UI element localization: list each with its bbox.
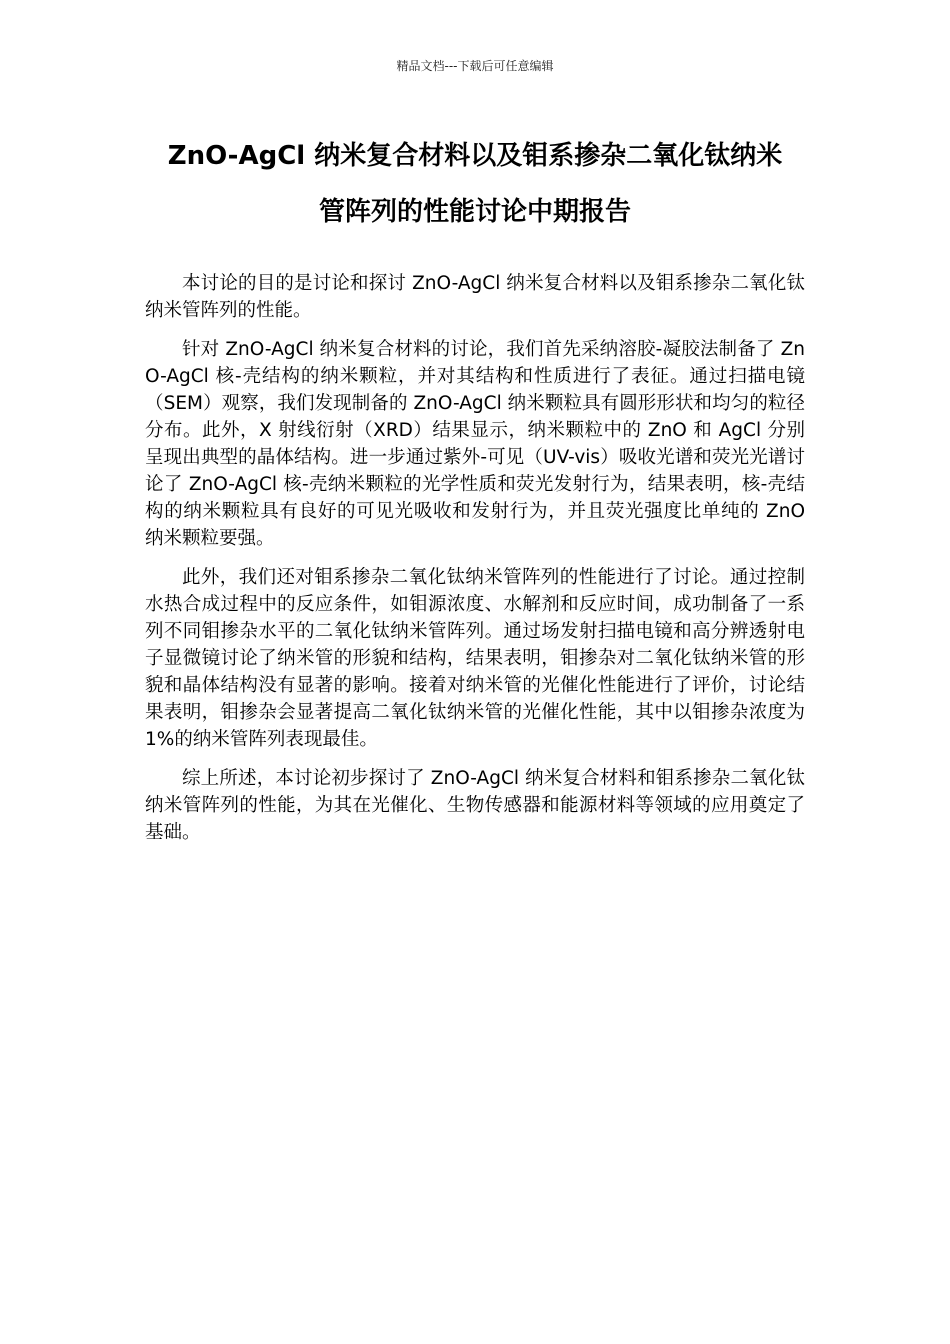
paragraph-mo-tio2: 此外，我们还对钼系掺杂二氧化钛纳米管阵列的性能进行了讨论。通过控制水热合成过程中的反应条件，如钼源浓度、水解剂和反应时间，成功制备了一系列不同钼掺杂水平的二氧化钛纳米管阵列。通过场发射扫描电镜和高分辨透射电子显微镜讨论了纳米管的形貌和结构，结果表明，钼掺杂对二氧化钛纳米管的形貌和晶体结构没有显著的影响。接着对纳米管的光催化性能进行了评价，讨论结果表明，钼掺杂会显著提高二氧化钛纳米管的光催化性能，其中以钼掺杂浓度为 1%的纳米管阵列表现最佳。 [145,567,805,750]
paragraph-purpose: 本讨论的目的是讨论和探讨 ZnO-AgCl 纳米复合材料以及钼系掺杂二氧化钛纳米管阵列的性能。 [145,273,805,321]
document-title-line-2: 管阵列的性能讨论中期报告 [318,197,631,227]
paragraph-zno-agcl: 针对 ZnO-AgCl 纳米复合材料的讨论，我们首先采纳溶胶-凝胶法制备了 ZnO-AgCl 核-壳结构的纳米颗粒，并对其结构和性质进行了表征。通过扫描电镜（SEM）观察，我们发现制备的 ZnO-AgCl 纳米颗粒具有圆形形状和均匀的粒径分布。此外，X 射线衍射（XRD）结果显示，纳米颗粒中的 ZnO 和 AgCl 分别呈现出典型的晶体结构。进一步通过紫外-可见（UV-vis）吸收光谱和荧光光谱讨论了 ZnO-AgCl 核-壳纳米颗粒的光学性质和荧光发射行为，结果表明，核-壳结构的纳米颗粒具有良好的可见光吸收和发射行为，并且荧光强度比单纯的 ZnO 纳米颗粒要强。 [145,339,805,549]
paragraph-summary: 综上所述，本讨论初步探讨了 ZnO-AgCl 纳米复合材料和钼系掺杂二氧化钛纳米管阵列的性能，为其在光催化、生物传感器和能源材料等领域的应用奠定了基础。 [145,768,805,843]
document-body [145,270,805,858]
document-title [120,128,830,240]
document-title-line-1: ZnO-AgCl 纳米复合材料以及钼系掺杂二氧化钛纳米 [167,141,783,171]
page-header-note: 精品文档---下载后可任意编辑 [396,59,554,73]
